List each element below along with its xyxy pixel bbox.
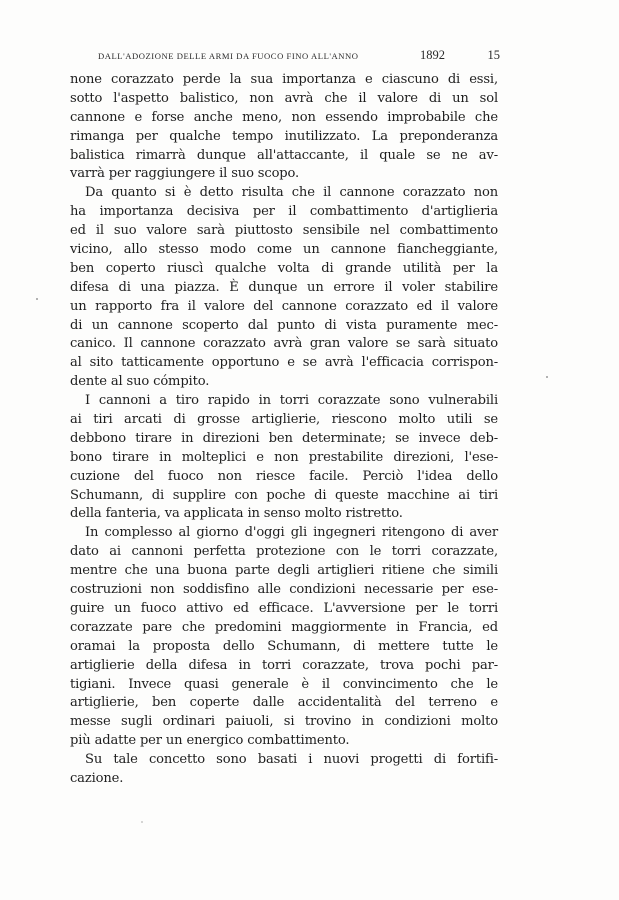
text-line: Su tale concetto sono basati i nuovi progetti di fortifi- xyxy=(85,752,498,768)
text-line: artiglierie, ben coperte dalle accidentalità del terreno e xyxy=(70,695,498,711)
text-line: ben coperto riuscì qualche volta di grande utilità per la xyxy=(70,260,498,276)
text-line: ha importanza decisiva per il combattimento d'artiglieria xyxy=(70,204,498,220)
paragraph-3 xyxy=(70,392,498,524)
scan-speck xyxy=(141,821,143,823)
text-line: dente al suo cómpito. xyxy=(70,374,210,390)
text-line: cazione. xyxy=(70,770,124,786)
text-line: varrà per raggiungere il suo scopo. xyxy=(70,166,300,182)
paragraph-2 xyxy=(70,184,498,392)
text-line: I cannoni a tiro rapido in torri corazzate sono vulnerabili xyxy=(85,393,498,409)
text-line: guire un fuoco attivo ed efficace. L'avversione per le torri xyxy=(70,600,498,616)
text-line: bono tirare in molteplici e non prestabilite direzioni, l'ese- xyxy=(70,449,498,465)
paragraph-1 xyxy=(70,71,498,184)
paragraph-5 xyxy=(70,751,498,789)
running-year: 1892 xyxy=(420,48,445,62)
text-line: balistica rimarrà dunque all'attaccante, il quale se ne av- xyxy=(70,147,498,163)
text-line: canico. Il cannone corazzato avrà gran valore se sarà situato xyxy=(70,336,498,352)
text-line: sotto l'aspetto balistico, non avrà che il valore di un sol xyxy=(70,90,498,106)
text-line: oramai la proposta dello Schumann, di mettere tutte le xyxy=(70,638,498,654)
page-number: 15 xyxy=(487,48,500,62)
scan-speck xyxy=(546,376,548,378)
text-line: tigiani. Invece quasi generale è il convincimento che le xyxy=(70,676,498,692)
text-line: più adatte per un energico combattimento. xyxy=(70,733,350,749)
text-line: In complesso al giorno d'oggi gli ingegneri ritengono di aver xyxy=(85,525,498,541)
text-line: costruzioni non soddisfino alle condizioni necessarie per ese- xyxy=(70,582,498,598)
text-line: debbono tirare in direzioni ben determinate; se invece deb- xyxy=(70,430,498,446)
text-line: cuzione del fuoco non riesce facile. Perciò l'idea dello xyxy=(70,468,498,484)
body-text xyxy=(70,71,498,789)
text-line: dato ai cannoni perfetta protezione con le torri corazzate, xyxy=(70,544,498,560)
text-line: un rapporto fra il valore del cannone corazzato ed il valore xyxy=(70,298,498,314)
scan-speck xyxy=(36,298,38,300)
text-line: corazzate pare che predomini maggiormente in Francia, ed xyxy=(70,619,498,635)
text-line: Da quanto si è detto risulta che il cannone corazzato non xyxy=(85,185,498,201)
text-line: difesa di una piazza. È dunque un errore il voler stabilire xyxy=(70,279,498,295)
text-line: cannone e forse anche meno, non essendo improbabile che xyxy=(70,109,498,125)
text-line: della fanteria, va applicata in senso molto ristretto. xyxy=(70,506,403,522)
text-line: di un cannone scoperto dal punto di vista puramente mec- xyxy=(70,317,498,333)
paragraph-4 xyxy=(70,524,498,751)
text-line: rimanga per qualche tempo inutilizzato. La preponderanza xyxy=(70,128,498,144)
text-line: messe sugli ordinari paiuoli, si trovino in condizioni molto xyxy=(70,714,498,730)
text-line: mentre che una buona parte degli artiglieri ritiene che simili xyxy=(70,563,498,579)
text-line: artiglierie della difesa in torri corazzate, trova pochi par- xyxy=(70,657,498,673)
text-line: vicino, allo stesso modo come un cannone fiancheggiante, xyxy=(70,242,498,258)
running-title: DALL'ADOZIONE DELLE ARMI DA FUOCO FINO ALL'ANNO xyxy=(98,51,359,61)
text-line: none corazzato perde la sua importanza e ciascuno di essi, xyxy=(70,72,498,87)
text-line: Schumann, di supplire con poche di queste macchine ai tiri xyxy=(70,487,498,503)
text-line: ai tiri arcati di grosse artiglierie, riescono molto utili se xyxy=(70,412,498,428)
text-line: al sito tatticamente opportuno e se avrà l'efficacia corrispon- xyxy=(70,355,498,371)
running-header xyxy=(98,49,500,65)
text-line: ed il suo valore sarà piuttosto sensibile nel combattimento xyxy=(70,223,498,239)
